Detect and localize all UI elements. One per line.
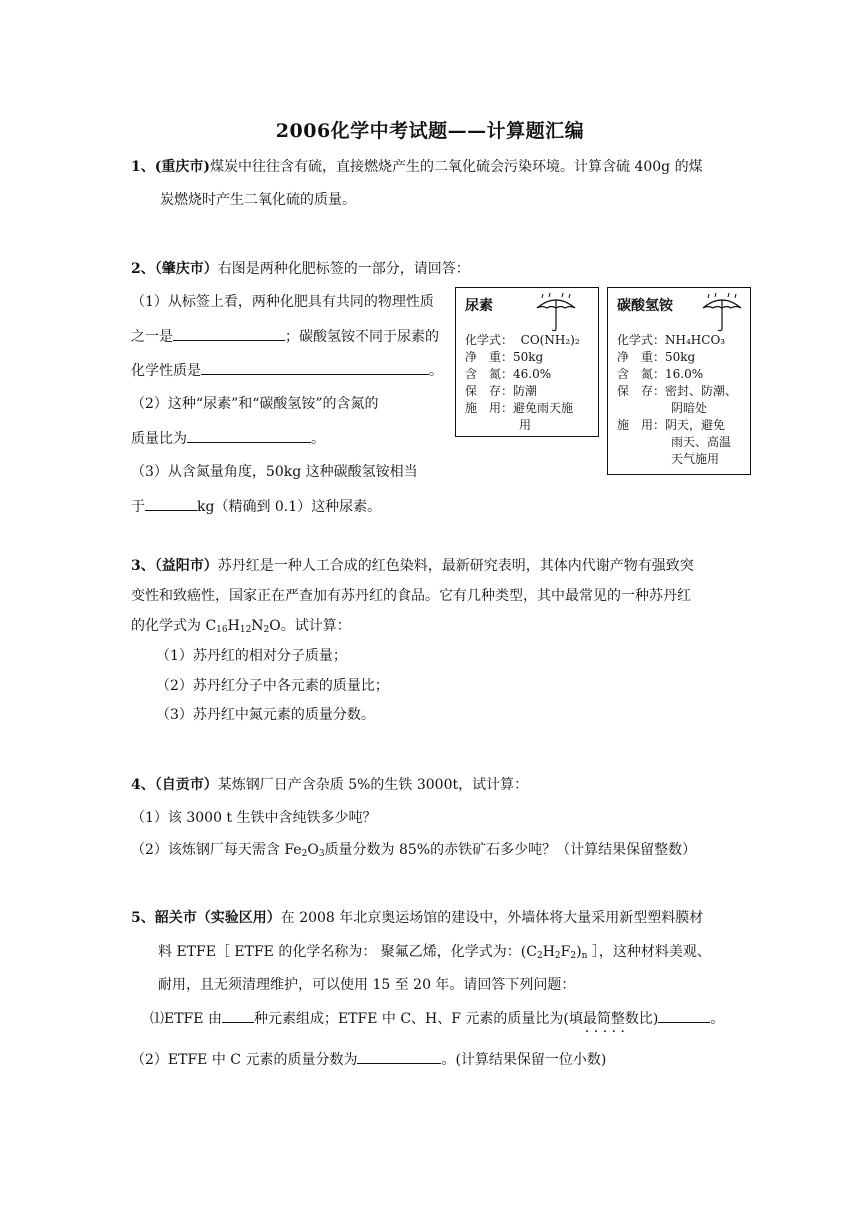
q3-sub-3: 2 [263, 625, 270, 635]
answer-blank-5[interactable] [222, 1008, 254, 1023]
answer-blank-4[interactable] [145, 496, 197, 511]
q2-city: （肇庆市） [154, 261, 218, 277]
q2-intro-line [131, 259, 470, 279]
q2-p2-text-a: 质量比为 [131, 431, 187, 447]
answer-blank-2[interactable] [201, 360, 429, 375]
abc-storage-2: 阴暗处 [671, 401, 708, 415]
q5-s1-e: 。 [710, 1011, 725, 1027]
q3-sub-question-2: （2）苏丹红分子中各元素的质量比； [156, 678, 389, 694]
urea-weight: 净 重：50kg [465, 350, 544, 364]
urea-formula-row [465, 332, 580, 348]
q4-s2-b: O [307, 842, 319, 858]
urea-storage: 保 存：防潮 [465, 384, 538, 398]
umbrella-icon [700, 292, 744, 332]
q5-line1 [131, 908, 703, 928]
q5-l2-e: ］，这种材料美观、 [587, 944, 711, 960]
abc-formula: NH₄HCO₃ [665, 333, 726, 347]
q5-sub-1: 2 [536, 951, 543, 961]
q4-text-1: 某炼钢厂日产含杂质 5%的生铁 3000t，试计算： [217, 777, 529, 793]
urea-usage-2: 用 [519, 418, 532, 432]
q4-line1 [131, 775, 528, 795]
q5-line3: 耐用，且无须清理维护，可以使用 15 至 20 年。请回答下列问题： [158, 977, 576, 993]
q3-line2: 变性和致癌性，国家正在严查加有苏丹红的食品。它有几种类型，其中最常见的一种苏丹红 [131, 588, 691, 604]
ammonium-bicarbonate-label-box [607, 287, 751, 475]
q2-p3-text-b: kg（精确到 0.1）这种尿素。 [197, 499, 382, 515]
abc-nitrogen: 含 氮：16.0% [617, 367, 704, 381]
urea-usage-1: 施 用：避免雨天施 [465, 401, 574, 415]
q3-formula-a: 的化学式为 C [131, 618, 217, 634]
q1-number: 1、 [131, 159, 155, 175]
urea-label-title: 尿素 [465, 298, 493, 314]
q3-text-1: 苏丹红是一种人工合成的红色染料，最新研究表明，其体内代谢产物有强致突 [217, 558, 694, 574]
abc-storage-1: 保 存：密封、防潮、 [617, 384, 738, 398]
q3-line3 [131, 616, 351, 636]
answer-blank-3[interactable] [187, 428, 311, 443]
q1-line2: 炭燃烧时产生二氧化硫的质量。 [160, 192, 356, 208]
q4-sub-1: 2 [301, 849, 308, 859]
emphasis-dotted-text: 最简整数比 · · [583, 1011, 653, 1027]
q1-city: (重庆市) [154, 159, 210, 175]
q1-text-1: 煤炭中往往含有硫，直接燃烧产生的二氧化硫会污染环境。计算含硫 400g 的煤 [210, 159, 703, 175]
q4-sub-2: 3 [318, 849, 325, 859]
q2-p1-text-b: ；碳酸氢铵不同于尿素的 [285, 329, 439, 345]
q3-city: （益阳市） [154, 558, 218, 574]
formula-label: 化学式： [617, 333, 666, 347]
abc-label-title: 碳酸氢铵 [617, 298, 673, 314]
answer-blank-7[interactable] [357, 1049, 441, 1064]
q5-line2 [158, 942, 711, 962]
abc-formula-row [617, 332, 725, 348]
q5-sub-question-2 [131, 1049, 606, 1070]
q5-s1-b: 种元素组成；ETFE 中 C、H、F 元素的质量比为(填 [253, 1011, 583, 1027]
umbrella-icon [534, 292, 578, 332]
q5-s2-a: （2）ETFE 中 C 元素的质量分数为 [131, 1052, 358, 1068]
q5-sub-4: n [581, 951, 588, 961]
q2-p2-text-b: 。 [311, 431, 325, 447]
q5-l2-a: 料 ETFE［ ETFE 的化学名称为： 聚氟乙烯，化学式为：(C [158, 944, 537, 960]
q2-p1-text-c: 化学性质是 [131, 363, 201, 379]
q2-p2-line2 [131, 428, 325, 449]
q5-l2-c: F [560, 944, 571, 960]
q5-l2-d: ) [576, 944, 582, 960]
answer-blank-1[interactable] [173, 326, 285, 341]
answer-blank-6[interactable] [658, 1008, 710, 1023]
abc-usage-1: 施 用：阴天，避免 [617, 418, 726, 432]
q2-p1-text-a: 之一是 [131, 329, 173, 345]
q4-sub-question-2 [131, 840, 696, 860]
q3-formula-d: O。试计算： [269, 618, 351, 634]
abc-usage-2: 雨天、高温 [671, 435, 732, 449]
q2-p3-line2 [131, 496, 381, 517]
abc-weight: 净 重：50kg [617, 350, 696, 364]
q5-number: 5、 [131, 910, 155, 926]
q5-sub-question-1 [150, 1008, 724, 1029]
urea-label-box [455, 287, 599, 437]
abc-usage-3: 天气施用 [671, 452, 720, 466]
formula-label: 化学式： [465, 333, 514, 347]
q4-number: 4、 [131, 777, 155, 793]
urea-formula: CO(NH₂)₂ [520, 333, 580, 347]
q5-s1-a: ⑴ETFE 由 [150, 1011, 222, 1027]
q3-formula-b: H [227, 618, 240, 634]
q5-s1-d: ) [652, 1011, 659, 1027]
q2-number: 2、 [131, 261, 155, 277]
q3-number: 3、 [131, 558, 155, 574]
q3-formula-c: N [251, 618, 264, 634]
q5-sub-3: 2 [570, 951, 577, 961]
q5-text-1: 在 2008 年北京奥运场馆的建设中，外墙体将大量采用新型塑料膜材 [280, 910, 704, 926]
q4-s2-c: 质量分数为 85%的赤铁矿石多少吨？（计算结果保留整数） [324, 842, 697, 858]
q2-p2-line1: （2）这种“尿素”和“碳酸氢铵”的含氮的 [131, 396, 379, 412]
q5-l2-b: H [542, 944, 555, 960]
q5-s2-b: 。(计算结果保留一位小数) [441, 1052, 607, 1068]
q4-city: （自贡市） [154, 777, 218, 793]
q3-sub-2: 12 [239, 625, 252, 635]
q2-p1-text-d: 。 [429, 363, 443, 379]
q1-line1 [131, 157, 703, 177]
urea-nitrogen: 含 氮：46.0% [465, 367, 552, 381]
q2-p1-line1: （1）从标签上看，两种化肥具有共同的物理性质 [131, 294, 434, 310]
q5-city: 韶关市（实验区用） [154, 910, 281, 926]
q2-p1-line3 [131, 360, 443, 381]
page-title: 2006化学中考试题——计算题汇编 [275, 120, 585, 142]
q3-sub-1: 16 [216, 625, 228, 635]
q5-sub-2: 2 [554, 951, 561, 961]
q2-p3-line1: （3）从含氮量角度，50kg 这种碳酸氢铵相当 [131, 464, 418, 480]
q3-line1 [131, 556, 694, 576]
q2-p1-line2 [131, 326, 439, 347]
q2-p3-text-a: 于 [131, 499, 145, 515]
q2-intro: 右图是两种化肥标签的一部分，请回答： [217, 261, 470, 277]
q3-sub-question-1: （1）苏丹红的相对分子质量； [156, 648, 347, 664]
q4-s2-a: （2）该炼钢厂每天需含 Fe [131, 842, 302, 858]
q4-sub-question-1: （1）该 3000 t 生铁中含纯铁多少吨？ [131, 810, 377, 826]
q3-sub-question-3: （3）苏丹红中氮元素的质量分数。 [156, 707, 375, 723]
